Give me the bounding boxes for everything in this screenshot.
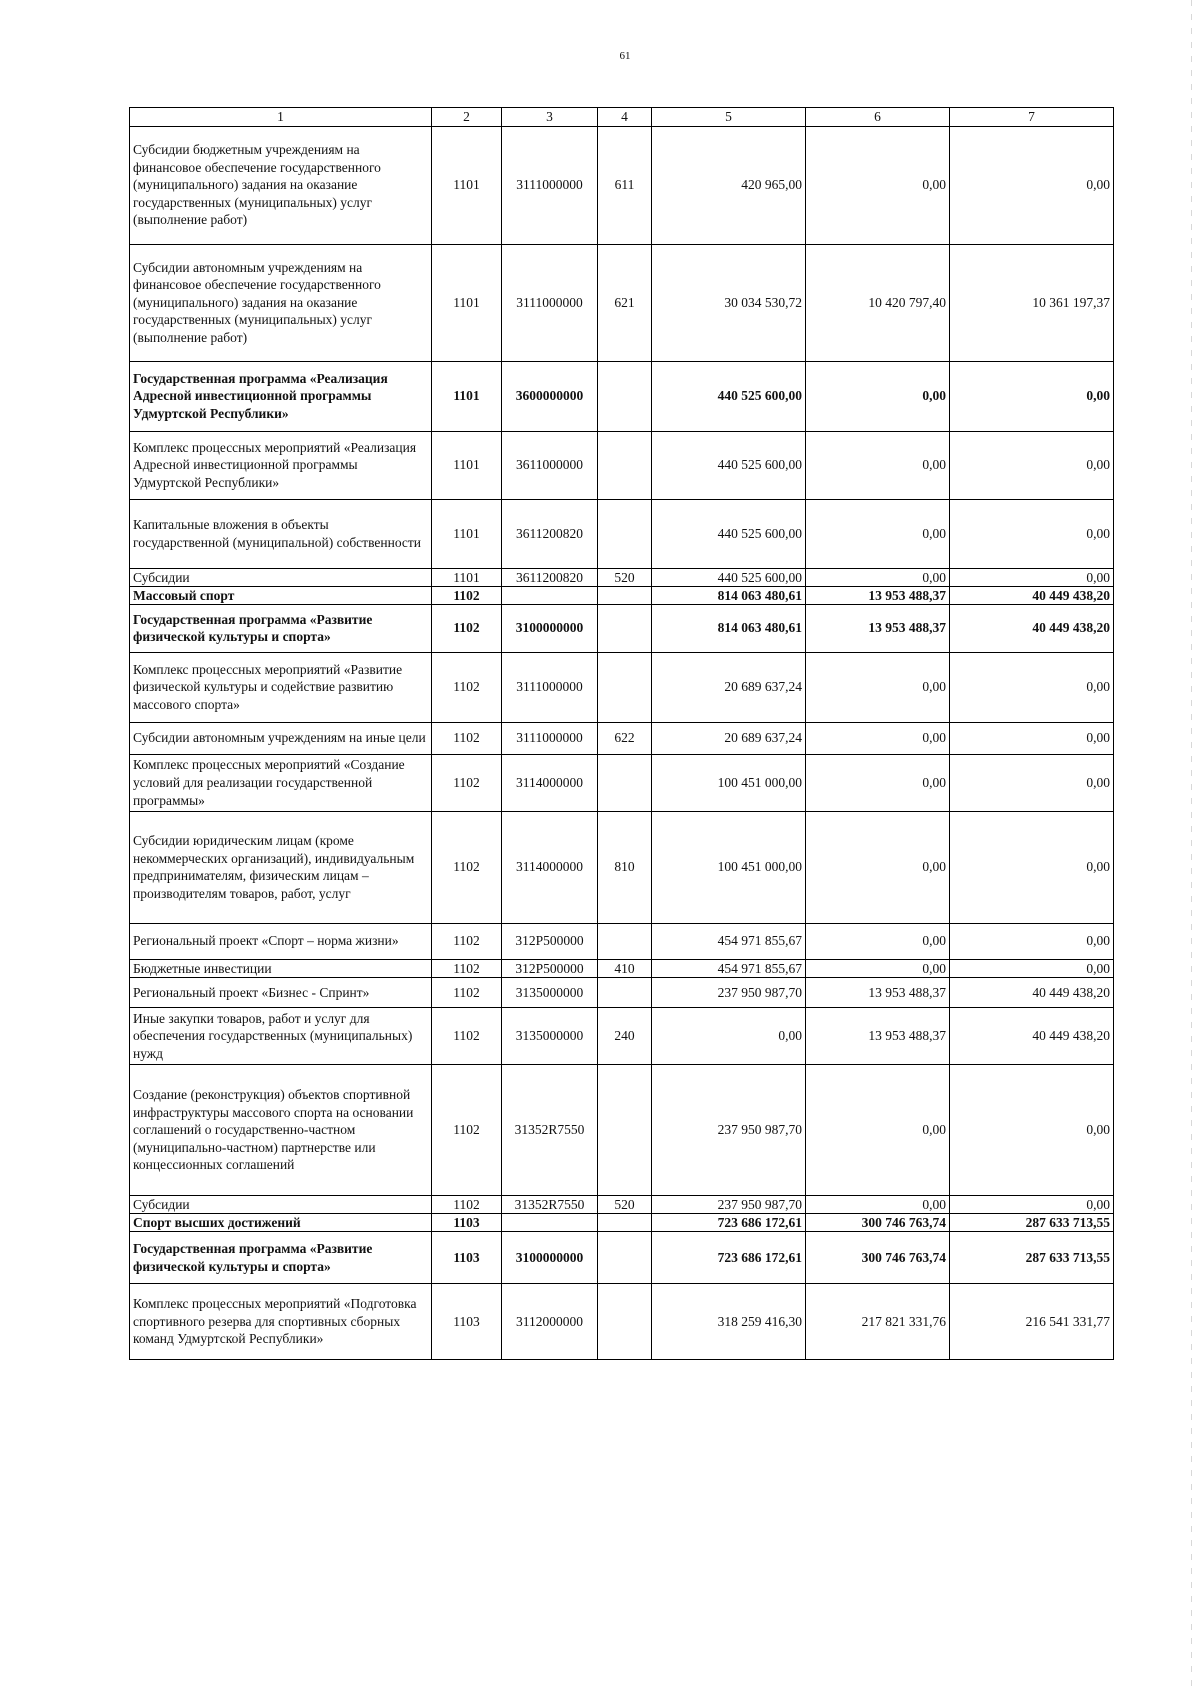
table-row bbox=[130, 923, 1114, 959]
row-amount-col6: 0,00 bbox=[806, 923, 950, 959]
row-name: Спорт высших достижений bbox=[130, 1213, 432, 1231]
row-amount-col7: 0,00 bbox=[950, 568, 1114, 586]
table-body bbox=[130, 126, 1114, 1360]
table-row bbox=[130, 722, 1114, 754]
row-amount-col6: 13 953 488,37 bbox=[806, 604, 950, 652]
row-amount-col6: 0,00 bbox=[806, 568, 950, 586]
header-cell-3: 3 bbox=[502, 108, 598, 127]
row-target-article: 3135000000 bbox=[502, 977, 598, 1007]
table-row bbox=[130, 754, 1114, 811]
row-target-article: 3611200820 bbox=[502, 499, 598, 568]
row-expense-type bbox=[598, 1213, 652, 1231]
row-amount-col6: 0,00 bbox=[806, 431, 950, 499]
row-amount-col5: 440 525 600,00 bbox=[652, 499, 806, 568]
row-amount-col7: 0,00 bbox=[950, 1064, 1114, 1195]
row-expense-type: 622 bbox=[598, 722, 652, 754]
row-section-code: 1103 bbox=[432, 1284, 502, 1360]
row-amount-col7: 0,00 bbox=[950, 499, 1114, 568]
table-row bbox=[130, 604, 1114, 652]
header-row bbox=[130, 108, 1114, 127]
row-amount-col5: 723 686 172,61 bbox=[652, 1213, 806, 1231]
row-amount-col5: 440 525 600,00 bbox=[652, 568, 806, 586]
row-target-article: 3600000000 bbox=[502, 361, 598, 431]
row-amount-col7: 0,00 bbox=[950, 811, 1114, 923]
row-section-code: 1102 bbox=[432, 604, 502, 652]
row-amount-col5: 0,00 bbox=[652, 1007, 806, 1064]
row-name: Государственная программа «Развитие физической культуры и спорта» bbox=[130, 1232, 432, 1284]
table-row bbox=[130, 431, 1114, 499]
row-target-article: 3611200820 bbox=[502, 568, 598, 586]
table-row bbox=[130, 977, 1114, 1007]
row-name: Комплекс процессных мероприятий «Развитие физической культуры и содействие развитию массового спорта» bbox=[130, 652, 432, 722]
row-amount-col7: 0,00 bbox=[950, 1195, 1114, 1213]
header-cell-1: 1 bbox=[130, 108, 432, 127]
row-amount-col6: 0,00 bbox=[806, 722, 950, 754]
row-name: Массовый спорт bbox=[130, 586, 432, 604]
row-amount-col5: 20 689 637,24 bbox=[652, 652, 806, 722]
row-section-code: 1102 bbox=[432, 959, 502, 977]
scan-edge-artifact bbox=[1191, 0, 1192, 1686]
row-amount-col7: 40 449 438,20 bbox=[950, 1007, 1114, 1064]
row-section-code: 1101 bbox=[432, 431, 502, 499]
row-amount-col6: 10 420 797,40 bbox=[806, 244, 950, 361]
row-amount-col5: 100 451 000,00 bbox=[652, 811, 806, 923]
header-cell-6: 6 bbox=[806, 108, 950, 127]
row-section-code: 1101 bbox=[432, 361, 502, 431]
row-target-article: 31352R7550 bbox=[502, 1195, 598, 1213]
table-row bbox=[130, 1213, 1114, 1231]
row-target-article: 3112000000 bbox=[502, 1284, 598, 1360]
row-name: Региональный проект «Спорт – норма жизни» bbox=[130, 923, 432, 959]
row-amount-col6: 300 746 763,74 bbox=[806, 1232, 950, 1284]
row-amount-col6: 0,00 bbox=[806, 1195, 950, 1213]
row-section-code: 1101 bbox=[432, 244, 502, 361]
row-amount-col7: 0,00 bbox=[950, 652, 1114, 722]
row-expense-type: 611 bbox=[598, 126, 652, 244]
row-expense-type bbox=[598, 604, 652, 652]
row-section-code: 1102 bbox=[432, 923, 502, 959]
row-target-article bbox=[502, 1213, 598, 1231]
row-target-article: 3611000000 bbox=[502, 431, 598, 499]
table-row bbox=[130, 499, 1114, 568]
row-amount-col5: 237 950 987,70 bbox=[652, 977, 806, 1007]
row-section-code: 1102 bbox=[432, 1195, 502, 1213]
row-expense-type bbox=[598, 977, 652, 1007]
row-target-article: 31352R7550 bbox=[502, 1064, 598, 1195]
table-row bbox=[130, 1007, 1114, 1064]
row-amount-col7: 40 449 438,20 bbox=[950, 977, 1114, 1007]
row-amount-col7: 216 541 331,77 bbox=[950, 1284, 1114, 1360]
row-amount-col6: 13 953 488,37 bbox=[806, 586, 950, 604]
row-expense-type bbox=[598, 1284, 652, 1360]
row-amount-col6: 0,00 bbox=[806, 1064, 950, 1195]
row-target-article: 3114000000 bbox=[502, 754, 598, 811]
row-section-code: 1103 bbox=[432, 1213, 502, 1231]
row-section-code: 1102 bbox=[432, 811, 502, 923]
row-amount-col5: 30 034 530,72 bbox=[652, 244, 806, 361]
row-amount-col5: 420 965,00 bbox=[652, 126, 806, 244]
table-row bbox=[130, 811, 1114, 923]
row-amount-col5: 237 950 987,70 bbox=[652, 1064, 806, 1195]
row-amount-col6: 0,00 bbox=[806, 811, 950, 923]
row-target-article: 3111000000 bbox=[502, 722, 598, 754]
row-amount-col5: 814 063 480,61 bbox=[652, 586, 806, 604]
row-expense-type: 410 bbox=[598, 959, 652, 977]
row-amount-col7: 0,00 bbox=[950, 923, 1114, 959]
row-amount-col7: 40 449 438,20 bbox=[950, 604, 1114, 652]
row-name: Комплекс процессных мероприятий «Создание условий для реализации государственной программы» bbox=[130, 754, 432, 811]
row-name: Иные закупки товаров, работ и услуг для обеспечения государственных (муниципальных) нужд bbox=[130, 1007, 432, 1064]
row-name: Субсидии автономным учреждениям на финансовое обеспечение государственного (муниципального) задания на оказание государственных (муниципальных) услуг (выполнение работ) bbox=[130, 244, 432, 361]
row-amount-col5: 440 525 600,00 bbox=[652, 431, 806, 499]
table-row bbox=[130, 126, 1114, 244]
budget-table bbox=[129, 107, 1114, 1360]
row-expense-type bbox=[598, 1232, 652, 1284]
row-amount-col7: 0,00 bbox=[950, 754, 1114, 811]
row-amount-col6: 300 746 763,74 bbox=[806, 1213, 950, 1231]
row-amount-col5: 723 686 172,61 bbox=[652, 1232, 806, 1284]
row-amount-col5: 100 451 000,00 bbox=[652, 754, 806, 811]
row-section-code: 1102 bbox=[432, 652, 502, 722]
row-section-code: 1102 bbox=[432, 1007, 502, 1064]
row-expense-type bbox=[598, 923, 652, 959]
row-expense-type: 810 bbox=[598, 811, 652, 923]
row-expense-type bbox=[598, 431, 652, 499]
header-cell-5: 5 bbox=[652, 108, 806, 127]
row-amount-col5: 20 689 637,24 bbox=[652, 722, 806, 754]
row-expense-type bbox=[598, 1064, 652, 1195]
header-cell-7: 7 bbox=[950, 108, 1114, 127]
row-amount-col7: 10 361 197,37 bbox=[950, 244, 1114, 361]
row-amount-col6: 0,00 bbox=[806, 499, 950, 568]
row-expense-type: 240 bbox=[598, 1007, 652, 1064]
row-section-code: 1102 bbox=[432, 754, 502, 811]
table-row bbox=[130, 1064, 1114, 1195]
row-section-code: 1103 bbox=[432, 1232, 502, 1284]
row-name: Комплекс процессных мероприятий «Подготовка спортивного резерва для спортивных сборных команд Удмуртской Республики» bbox=[130, 1284, 432, 1360]
row-expense-type bbox=[598, 499, 652, 568]
row-amount-col6: 217 821 331,76 bbox=[806, 1284, 950, 1360]
row-section-code: 1101 bbox=[432, 499, 502, 568]
row-name: Субсидии бюджетным учреждениям на финансовое обеспечение государственного (муниципального) задания на оказание государственных (муниципальных) услуг (выполнение работ) bbox=[130, 126, 432, 244]
row-amount-col7: 287 633 713,55 bbox=[950, 1232, 1114, 1284]
table-row bbox=[130, 361, 1114, 431]
row-name: Субсидии bbox=[130, 1195, 432, 1213]
table-row bbox=[130, 568, 1114, 586]
row-amount-col7: 40 449 438,20 bbox=[950, 586, 1114, 604]
page-number: 61 bbox=[619, 50, 631, 62]
table-row bbox=[130, 652, 1114, 722]
table-row bbox=[130, 959, 1114, 977]
row-target-article bbox=[502, 586, 598, 604]
row-amount-col6: 0,00 bbox=[806, 754, 950, 811]
row-name: Субсидии автономным учреждениям на иные цели bbox=[130, 722, 432, 754]
row-target-article: 3114000000 bbox=[502, 811, 598, 923]
row-amount-col7: 0,00 bbox=[950, 126, 1114, 244]
table-row bbox=[130, 586, 1114, 604]
row-target-article: 3111000000 bbox=[502, 126, 598, 244]
row-amount-col5: 454 971 855,67 bbox=[652, 959, 806, 977]
row-amount-col5: 454 971 855,67 bbox=[652, 923, 806, 959]
row-target-article: 3111000000 bbox=[502, 652, 598, 722]
table-row bbox=[130, 244, 1114, 361]
row-section-code: 1102 bbox=[432, 722, 502, 754]
row-target-article: 3100000000 bbox=[502, 1232, 598, 1284]
row-target-article: 3100000000 bbox=[502, 604, 598, 652]
row-expense-type bbox=[598, 361, 652, 431]
row-target-article: 3111000000 bbox=[502, 244, 598, 361]
row-amount-col7: 287 633 713,55 bbox=[950, 1213, 1114, 1231]
row-amount-col7: 0,00 bbox=[950, 722, 1114, 754]
row-amount-col6: 0,00 bbox=[806, 959, 950, 977]
row-name: Бюджетные инвестиции bbox=[130, 959, 432, 977]
row-amount-col6: 0,00 bbox=[806, 126, 950, 244]
row-amount-col7: 0,00 bbox=[950, 959, 1114, 977]
table-row bbox=[130, 1284, 1114, 1360]
row-amount-col7: 0,00 bbox=[950, 431, 1114, 499]
row-amount-col5: 318 259 416,30 bbox=[652, 1284, 806, 1360]
row-amount-col6: 0,00 bbox=[806, 652, 950, 722]
row-amount-col5: 440 525 600,00 bbox=[652, 361, 806, 431]
row-section-code: 1102 bbox=[432, 1064, 502, 1195]
table-row bbox=[130, 1232, 1114, 1284]
row-section-code: 1102 bbox=[432, 977, 502, 1007]
table-row bbox=[130, 1195, 1114, 1213]
header-cell-2: 2 bbox=[432, 108, 502, 127]
row-amount-col5: 814 063 480,61 bbox=[652, 604, 806, 652]
row-name: Субсидии юридическим лицам (кроме некоммерческих организаций), индивидуальным предпринимателям, физическим лицам – производителям товаров, работ, услуг bbox=[130, 811, 432, 923]
row-name: Создание (реконструкция) объектов спортивной инфраструктуры массового спорта на основании соглашений о государственно-частном (муниципально-частном) партнерстве или концессионных соглашений bbox=[130, 1064, 432, 1195]
row-section-code: 1101 bbox=[432, 568, 502, 586]
row-name: Капитальные вложения в объекты государственной (муниципальной) собственности bbox=[130, 499, 432, 568]
row-name: Региональный проект «Бизнес - Спринт» bbox=[130, 977, 432, 1007]
row-expense-type: 621 bbox=[598, 244, 652, 361]
row-amount-col6: 0,00 bbox=[806, 361, 950, 431]
row-expense-type bbox=[598, 586, 652, 604]
row-name: Государственная программа «Развитие физической культуры и спорта» bbox=[130, 604, 432, 652]
row-target-article: 3135000000 bbox=[502, 1007, 598, 1064]
row-amount-col6: 13 953 488,37 bbox=[806, 1007, 950, 1064]
row-section-code: 1102 bbox=[432, 586, 502, 604]
row-expense-type bbox=[598, 652, 652, 722]
row-name: Государственная программа «Реализация Адресной инвестиционной программы Удмуртской Республики» bbox=[130, 361, 432, 431]
header-cell-4: 4 bbox=[598, 108, 652, 127]
row-target-article: 312P500000 bbox=[502, 959, 598, 977]
row-amount-col5: 237 950 987,70 bbox=[652, 1195, 806, 1213]
row-name: Комплекс процессных мероприятий «Реализация Адресной инвестиционной программы Удмуртской Республики» bbox=[130, 431, 432, 499]
row-expense-type: 520 bbox=[598, 568, 652, 586]
row-section-code: 1101 bbox=[432, 126, 502, 244]
row-expense-type bbox=[598, 754, 652, 811]
row-amount-col6: 13 953 488,37 bbox=[806, 977, 950, 1007]
row-target-article: 312P500000 bbox=[502, 923, 598, 959]
row-amount-col7: 0,00 bbox=[950, 361, 1114, 431]
row-expense-type: 520 bbox=[598, 1195, 652, 1213]
row-name: Субсидии bbox=[130, 568, 432, 586]
